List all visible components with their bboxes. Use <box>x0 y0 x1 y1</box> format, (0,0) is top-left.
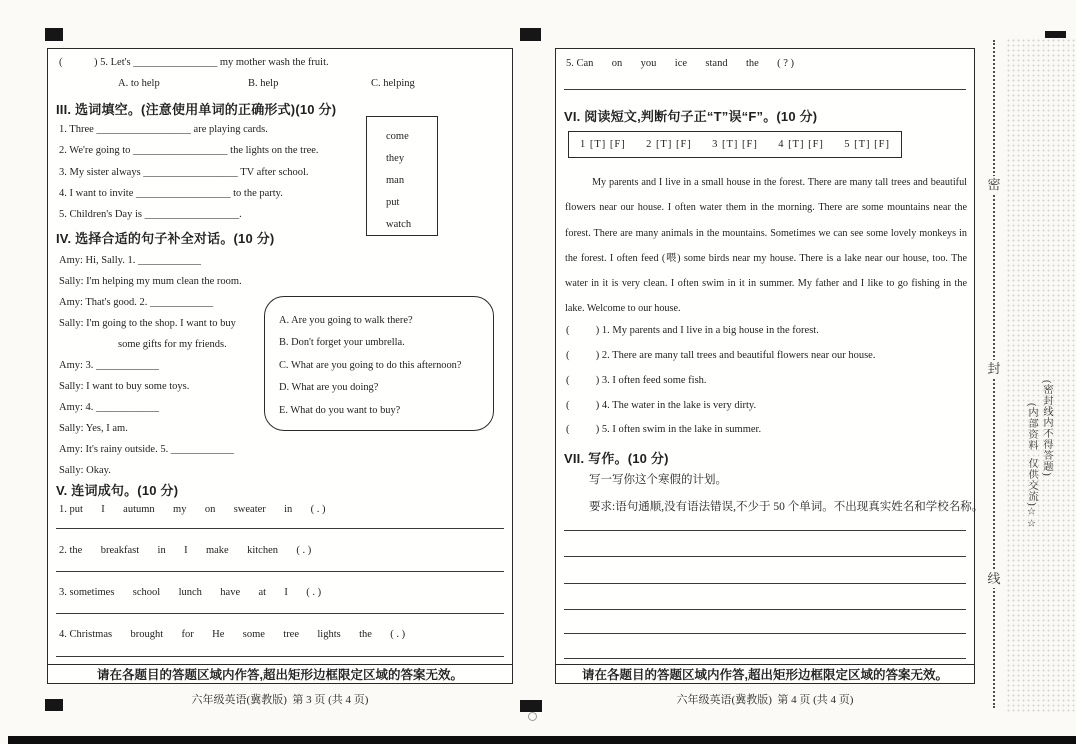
dialogue-option: E. What do you want to buy? <box>279 404 401 416</box>
registration-mark-top-left <box>45 28 63 41</box>
reorder-words-item: 3. sometimes school lunch have at I ( . ) <box>59 587 322 598</box>
tf-option-group[interactable]: 5 [T] [F] <box>844 139 890 150</box>
writing-line[interactable] <box>564 658 966 659</box>
seal-char-feng: 封 <box>987 361 1001 376</box>
tf-option-group[interactable]: 1 [T] [F] <box>580 139 626 150</box>
dialogue-line: Sally: I'm going to the shop. I want to buy <box>59 318 236 329</box>
section-5-title: V. 连词成句。(10 分) <box>56 483 179 498</box>
registration-mark-bottom-center <box>520 700 542 712</box>
page-footer-right: 六年级英语(冀教版) 第 4 页 (共 4 页) <box>676 694 854 706</box>
page-4 <box>555 48 984 684</box>
dialogue-option: D. What are you doing? <box>279 382 379 394</box>
dialogue-line: Sally: Yes, I am. <box>59 423 128 434</box>
fill-blank-item: 5. Children's Day is __________________. <box>59 209 242 220</box>
fill-blank-item: 3. My sister always __________________ TV after school. <box>59 167 309 178</box>
page-footer-left: 六年级英语(冀教版) 第 3 页 (共 4 页) <box>191 694 369 706</box>
answer-line[interactable] <box>56 613 504 614</box>
tf-statement: ( ) 3. I often feed some fish. <box>566 375 707 386</box>
page-3 <box>47 48 513 684</box>
reading-passage: My parents and I live in a small house in the forest. There are many tall trees and beautiful flowers near our house. I often water them in the morning. There are some mountains near the forest. There are many animals in the mountains. Sometimes we can see some lovely monkeys in the forest. I often feed (喂) some birds near my house. There is a lake near our house, too. The water in it is very clean. I often swim in it in summer. My father and I like to go fishing in the lake. Welcome to our house. <box>565 177 967 315</box>
reorder-words-item: 4. Christmas brought for He some tree lights the ( . ) <box>59 629 406 640</box>
registration-mark-top-center <box>520 28 541 41</box>
word-bank-item: watch <box>386 219 412 230</box>
dialogue-line: Sally: Okay. <box>59 465 111 476</box>
tf-statement: ( ) 2. There are many tall trees and beautiful flowers near our house. <box>566 350 876 361</box>
dialogue-line: Amy: Hi, Sally. 1. ____________ <box>59 255 201 266</box>
word-bank-item: put <box>386 197 400 208</box>
reorder-words-item: 2. the breakfast in I make kitchen ( . ) <box>59 545 312 556</box>
section-7-title: VII. 写作。(10 分) <box>564 451 669 466</box>
dialogue-option: B. Don't forget your umbrella. <box>279 337 405 349</box>
answer-region-banner: 请在各题目的答题区域内作答,超出矩形边框限定区域的答案无效。 <box>556 664 974 683</box>
answer-line[interactable] <box>56 571 504 572</box>
fill-blank-item: 2. We're going to __________________ the lights on the tree. <box>59 145 319 156</box>
word-bank-item: come <box>386 131 409 142</box>
seal-note-no-answers: (密封线内不得答题) <box>1041 380 1052 477</box>
dialogue-line-continued: some gifts for my friends. <box>118 339 227 350</box>
answer-region-banner: 请在各题目的答题区域内作答,超出矩形边框限定区域的答案无效。 <box>48 664 512 683</box>
writing-line[interactable] <box>564 530 966 531</box>
seal-note-internal: (内部资料 仅供交流)☆☆ <box>1026 403 1037 531</box>
seal-margin-notes <box>1013 366 1065 531</box>
dialogue-line: Amy: That's good. 2. ____________ <box>59 297 213 308</box>
reorder-words-item-5: 5. Can on you ice stand the ( ? ) <box>566 58 795 69</box>
choice-c: C. helping <box>371 78 415 89</box>
writing-line[interactable] <box>564 609 966 610</box>
section-6-title: VI. 阅读短文,判断句子正“T”误“F”。(10 分) <box>564 109 818 124</box>
answer-line[interactable] <box>56 528 504 529</box>
dialogue-line: Amy: 4. ____________ <box>59 402 160 413</box>
writing-requirements: 要求:语句通顺,没有语法错误,不少于 50 个单词。不出现真实姓名和学校名称。 <box>589 501 984 513</box>
choice-a: A. to help <box>118 78 160 89</box>
reorder-words-item: 1. put I autumn my on sweater in ( . ) <box>59 504 326 515</box>
tf-option-group[interactable]: 4 [T] [F] <box>778 139 824 150</box>
tf-option-group[interactable]: 3 [T] [F] <box>712 139 758 150</box>
question-2-5: ( ) 5. Let's ________________ my mother wash the fruit. <box>59 57 329 68</box>
dialogue-line: Amy: 3. ____________ <box>59 360 160 371</box>
dialogue-line: Sally: I want to buy some toys. <box>59 381 190 392</box>
dialogue-line: Sally: I'm helping my mum clean the room. <box>59 276 242 287</box>
word-bank-item: they <box>386 153 405 164</box>
tf-statement: ( ) 1. My parents and I live in a big house in the forest. <box>566 325 819 336</box>
writing-line[interactable] <box>564 556 966 557</box>
tf-statement: ( ) 4. The water in the lake is very dirty. <box>566 400 757 411</box>
fill-blank-item: 4. I want to invite __________________ to the party. <box>59 188 283 199</box>
dialogue-line: Amy: It's rainy outside. 5. ____________ <box>59 444 234 455</box>
writing-line[interactable] <box>564 583 966 584</box>
writing-line[interactable] <box>564 633 966 634</box>
section-3-title: III. 选词填空。(注意使用单词的正确形式)(10 分) <box>56 102 337 117</box>
scan-edge-bar <box>8 736 1076 744</box>
dialogue-option: A. Are you going to walk there? <box>279 315 413 326</box>
section-4-title: IV. 选择合适的句子补全对话。(10 分) <box>56 231 275 246</box>
dialogue-option: C. What are you going to do this afternoon? <box>279 359 462 371</box>
word-bank-box <box>366 116 438 236</box>
tf-answer-strip <box>568 131 902 158</box>
writing-prompt: 写一写你这个寒假的计划。 <box>589 474 727 486</box>
seal-char-mi: 密 <box>987 177 1001 192</box>
fill-blank-item: 1. Three __________________ are playing cards. <box>59 124 268 135</box>
seal-char-xian: 线 <box>987 571 1001 586</box>
registration-circle-icon <box>528 712 537 721</box>
tf-statement: ( ) 5. I often swim in the lake in summer. <box>566 424 762 435</box>
tf-option-group[interactable]: 2 [T] [F] <box>646 139 692 150</box>
dialogue-options-box <box>264 296 494 431</box>
word-bank-item: man <box>386 175 405 186</box>
choice-b: B. help <box>248 78 279 89</box>
answer-line[interactable] <box>564 89 966 90</box>
answer-line[interactable] <box>56 656 504 657</box>
